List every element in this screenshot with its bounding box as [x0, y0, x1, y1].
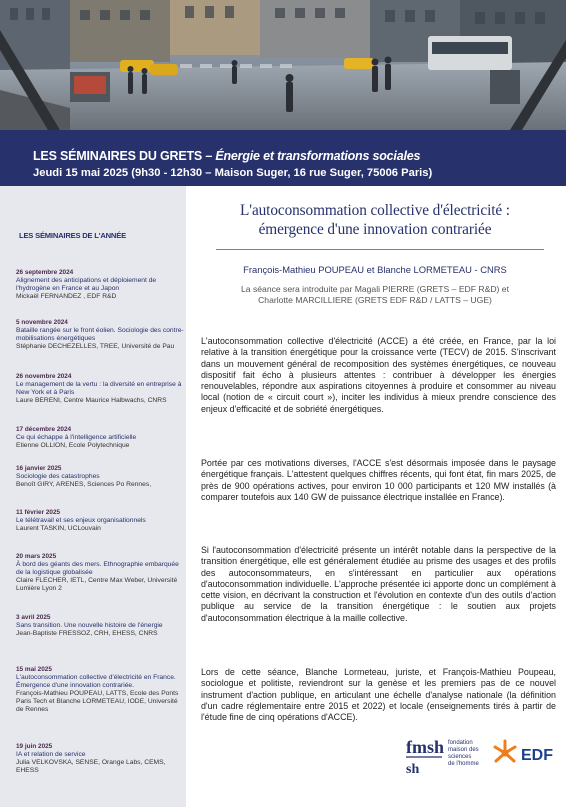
event-speakers: Laurent TASKIN, UCLouvain — [16, 525, 101, 533]
fmsh-logo — [404, 735, 504, 777]
introduction-note: La séance sera introduite par Magali PIERRE (GRETS – EDF R&D) et Charlotte MARCILLIERE (GRETS EDF R&D / LATTS – UGE) — [241, 284, 509, 305]
event-date: 15 mai 2025 — [16, 666, 52, 673]
event-date: 11 février 2025 — [16, 509, 61, 516]
svg-text:sciences: sciences — [448, 754, 472, 760]
svg-text:maison des: maison des — [448, 747, 479, 753]
event-speakers: Julia VELKOVSKA, SENSE, Orange Labs, CEMS, EHESS — [16, 759, 166, 775]
event-item — [16, 319, 184, 351]
title-divider — [216, 249, 544, 250]
edf-logo — [491, 737, 561, 769]
event-item — [16, 373, 184, 405]
event-title: Alignement des anticipations et déploiement de l'hydrogène en France et au Japon — [16, 277, 157, 293]
abstract-paragraph: Portée par ces motivations diverses, l'ACCE s'est désormais imposée dans le paysage énergétique français. L'attestent quelques chiffres récents, qui font état, fin mars 2025, de près de 900 opérations actives, pour environ 10 000 participants et 120 MW installés (à comparer toutefois aux 140 GW de puissance électrique installée en France). — [201, 458, 556, 502]
event-title: Le management de la vertu : la diversité en entreprise à New York et à Paris — [16, 381, 182, 397]
event-date: 16 janvier 2025 — [16, 465, 62, 472]
event-speakers: Laure BERENI, Centre Maurice Halbwachs, CNRS — [16, 397, 167, 405]
event-date: 17 décembre 2024 — [16, 426, 72, 433]
event-title: Sociologie des catastrophes — [16, 473, 100, 481]
event-speakers: Benoît GIRY, ARENES, Sciences Po Rennes, — [16, 481, 152, 489]
event-title: Le télétravail et ses enjeux organisationnels — [16, 517, 146, 525]
svg-text:fmsh: fmsh — [406, 737, 445, 757]
event-date: 26 septembre 2024 — [16, 269, 74, 276]
event-speakers: François-Mathieu POUPEAU, LATTS, Ecole des Ponts Paris Tech et Blanche LORMETEAU, IODE, Université de Rennes — [16, 690, 179, 714]
header-band — [0, 130, 566, 186]
event-item — [16, 426, 184, 450]
abstract-paragraph: Si l'autoconsommation d'électricité présente un intérêt notable dans la perspective de la transition énergétique, elle est généralement étudiée au prisme des usages et des profils des autoconsommateurs, en s'intéressant en particulier aux opérations d'autoconsommation individuelle. L'approche présentée ici apporte donc un complément à cette vision, en décrivant la construction et l'évolution en contexte d'un des outils d'action publique au service de la transition énergétique : le soutien aux projets d'autoconsommation électrique à la maille collective. — [201, 545, 556, 623]
svg-text:sh: sh — [406, 762, 420, 777]
session-date-location: Jeudi 15 mai 2025 (9h30 - 12h30 – Maison Suger, 16 rue Suger, 75006 Paris) — [33, 167, 433, 179]
svg-text:fondation: fondation — [448, 740, 473, 746]
event-item — [16, 614, 184, 638]
svg-text:EDF: EDF — [521, 747, 553, 764]
event-item — [16, 666, 184, 715]
event-item — [16, 509, 184, 533]
event-speakers: Claire FLECHER, IETL, Centre Max Weber, Université Lumière Lyon 2 — [16, 577, 178, 593]
event-date: 20 mars 2025 — [16, 553, 57, 560]
event-title: IA et relation de service — [16, 751, 86, 759]
event-title: Ce qui échappe à l'intelligence artificielle — [16, 434, 137, 442]
header-photo — [0, 0, 566, 130]
event-date: 3 avril 2025 — [16, 614, 51, 621]
speakers-line: François-Mathieu POUPEAU et Blanche LORMETEAU - CNRS — [243, 264, 507, 275]
seminar-series-title: LES SÉMINAIRES DU GRETS – Énergie et transformations sociales — [33, 149, 421, 163]
event-date: 19 juin 2025 — [16, 743, 53, 750]
svg-text:de l'homme: de l'homme — [448, 761, 479, 767]
event-item — [16, 465, 184, 489]
event-item — [16, 553, 184, 593]
event-speakers: Mickaël FERNANDEZ , EDF R&D — [16, 293, 117, 301]
event-speakers: Jean-Baptiste FRESSOZ, CRH, EHESS, CNRS — [16, 630, 158, 638]
event-title: Sans transition. Une nouvelle histoire de l'énergie — [16, 622, 163, 630]
event-date: 26 novembre 2024 — [16, 373, 72, 380]
event-title: À bord des géants des mers. Ethnographie embarquée de la logistique globalisée — [16, 561, 179, 577]
abstract-paragraph: Lors de cette séance, Blanche Lormeteau, juriste, et François-Mathieu Poupeau, sociologue et politiste, reviendront sur la genèse et les premiers pas de ce nouvel instrument d'action publique, en articulant une échelle d'analyse nationale (la définition d'un cadre réglementaire entre 2015 et 2022) et locale (enseignements tirés à partir de l'étude fine de cinq opérations d'ACCE). — [201, 667, 556, 723]
event-title: L'autoconsommation collective d'électricité en France. Émergence d'une innovation contrariée. — [16, 674, 176, 690]
abstract-paragraph: L'autoconsommation collective d'électricité (ACCE) a été créée, en France, par la loi relative à la transition énergétique pour la croissance verte (TECV) de 2015. S'inscrivant dans un mouvement général de recomposition des systèmes énergétiques, ce nouveau dispositif fait écho à plusieurs attentes : contribuer à développer les énergies renouvelables, répondre aux aspirations citoyennes à produire et consommer au niveau local (notion de « circuit court »), inciter les individus à mieux prendre conscience des enjeux d'efficacité et de sobriété énergétiques. — [201, 336, 556, 414]
seminar-theme: Énergie et transformations sociales — [215, 149, 421, 163]
seminar-title: L'autoconsommation collective d'électricité : émergence d'une innovation contrariée — [240, 202, 510, 238]
event-item — [16, 269, 184, 301]
event-speakers: Stéphanie DECHEZELLES, TREE, Université de Pau — [16, 343, 175, 351]
sidebar — [0, 186, 186, 807]
event-item — [16, 743, 184, 775]
event-date: 5 novembre 2024 — [16, 319, 68, 326]
event-title: Bataille rangée sur le front éolien. Sociologie des contre-mobilisations énergétiques — [16, 327, 184, 343]
sidebar-heading: LES SÉMINAIRES DE L'ANNÉE — [19, 231, 126, 240]
event-speakers: Etienne OLLION, Ecole Polytechnique — [16, 442, 130, 450]
